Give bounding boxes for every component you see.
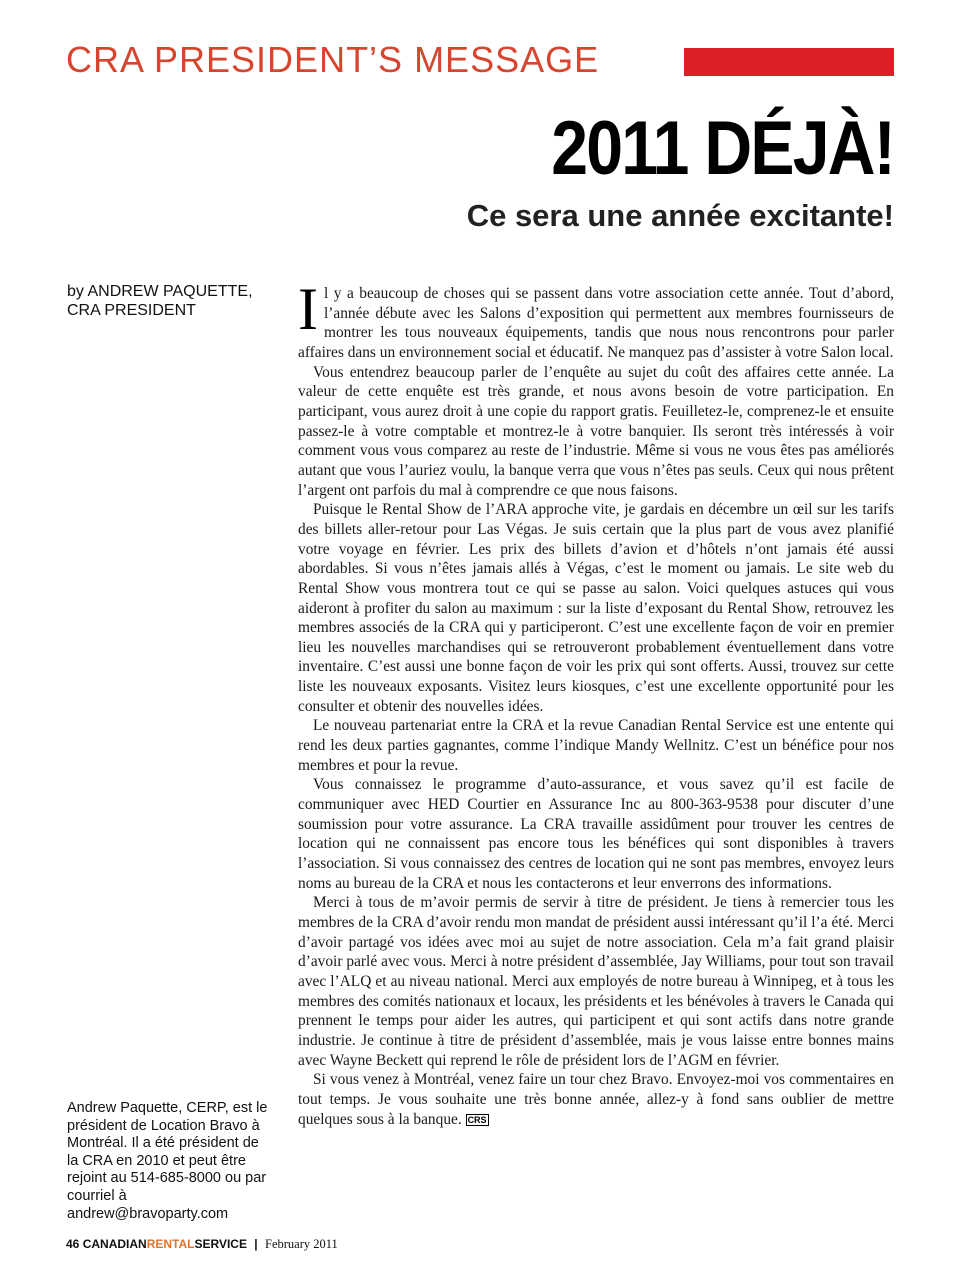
paragraph-text: Si vous venez à Montréal, venez faire un tour chez Bravo. Envoyez-moi vos commentaires en tout temps. Je vous souhaite une très bonne année, allez-y à fond sans oublier de mettre quelques sous à la banque.	[298, 1071, 894, 1128]
section-accent-bar	[684, 48, 894, 76]
headline: 2011 DÉJÀ!	[551, 106, 894, 191]
article-paragraph: Le nouveau partenariat entre la CRA et la revue Canadian Rental Service est une entente qui rend les deux parties gagnantes, comme l’indique Mandy Wellnitz. C’est un bénéfice pour nos membres et pour la revue.	[298, 717, 894, 774]
article-paragraph: Puisque le Rental Show de l’ARA approche vite, je gardais en décembre un œil sur les tarifs des billets aller-retour pour Las Végas. Je suis certain que la plus part de vous avez planifié votre voyage en février. Les prix des billets d’avion et d’hôtels n’ont jamais été aussi abordables. Si vous n’êtes jamais allés à Végas, c’est le moment ou jamais. Le site web du Rental Show vous montrera tout ce qui se passe au salon. Voici quelques astuces qui vous aideront à profiter du salon au maximum : sur la liste d’exposant du Rental Show, retrouvez les membres associés de la CRA qui y participeront. C’est une excellente façon de voir en premier lieu les nouvelles marchandises qui se retrouveront probablement éventuellement dans votre inventaire. C’est aussi une bonne façon de voir les prix qui sont offerts. Aussi, trouvez sur cette liste les nouveaux exposants. Visitez leurs kiosques, c’est une excellente opportunité pour les consulter et obtenir des nouvelles idées.	[298, 501, 894, 715]
crs-end-mark-icon: CRS	[467, 1114, 487, 1125]
article-paragraph: Vous entendrez beaucoup parler de l’enquête au sujet du coût des affaires cette année. La valeur de cette enquête est très grande, et nous avons besoin de votre participation. En participant, vous aurez droit à une copie du rapport gratis. Feuilletez-le, comprenez-le et ensuite passez-le à votre comptable et montrez-le à votre banquier. Ils seront très intéressés à voir comment vous vous comparez au reste de l’industrie. Même si vous ne vous êtes pas améliorés autant que vous l’auriez voulu, la banque verra que vous n’êtes pas seuls. Ceux qui nous prêtent l’argent ont parfois du mal à comprendre ce que nous faisons.	[298, 363, 894, 499]
article-body	[298, 276, 894, 1129]
section-title: CRA PRESIDENT’S MESSAGE	[66, 39, 600, 80]
magazine-name	[83, 1237, 247, 1251]
page-number: 46	[66, 1237, 80, 1251]
article-paragraph	[298, 1070, 894, 1129]
author-bio: Andrew Paquette, CERP, est le président de Location Bravo à Montréal. Il a été président de la CRA en 2010 et peut être rejoint au 514-685-8000 ou par courriel à andrew@bravoparty.com	[67, 1100, 268, 1222]
byline-title: CRA PRESIDENT	[67, 302, 196, 319]
magazine-name-part1: CANADIAN	[82, 1237, 147, 1251]
magazine-name-part3: SERVICE	[194, 1237, 247, 1251]
drop-cap: I	[298, 276, 318, 342]
magazine-name-part2: RENTAL	[146, 1237, 195, 1251]
subheadline: Ce sera une année excitante!	[466, 198, 894, 233]
article-paragraph: Vous connaissez le programme d’auto-assurance, et vous savez qu’il est facile de communiquer avec HED Courtier en Assurance Inc au 800-363-9538 pour discuter d’une soumission pour votre assurance. La CRA travaille assidûment pour trouver les centres de location qui ne connaissent pas encore tous les bénéfices qui sont disponibles à travers l’association. Si vous connaissez des centres de location qui ne sont pas membres, envoyez leurs noms au bureau de la CRA et nous les contacterons et leur enverrons des informations.	[298, 776, 894, 892]
issue-date: February 2011	[265, 1237, 338, 1251]
page-footer	[66, 1236, 338, 1252]
byline-author: by ANDREW PAQUETTE,	[67, 283, 253, 300]
article-paragraph	[298, 276, 894, 363]
article-paragraph: Merci à tous de m’avoir permis de servir à titre de président. Je tiens à remercier tous les membres de la CRA d’avoir rendu mon mandat de président aussi intéressant qu’il l’a été. Merci d’avoir partagé vos idées avec moi au sujet de notre association. Cela m’a fait grand plaisir d’avoir parlé avec vous. Merci à notre président d’assemblée, Jay Williams, pour tout son travail avec l’ALQ et au niveau national. Merci aux employés de notre bureau à Winnipeg, et à tous les membres des comités nationaux et locaux, les présidents et les bénévoles à travers le Canada qui prennent le temps pour aider les autres, qui participent et qui sont actifs dans notre grande industrie. Je continue à titre de président d’assemblée, mais je vous laisse entre bonnes mains avec Wayne Beckett qui reprend le rôle de président lors de l’AGM en février.	[298, 894, 894, 1069]
byline	[67, 282, 267, 320]
paragraph-text: l y a beaucoup de choses qui se passent dans votre association cette année. Tout d’abord, l’année débute avec les Salons d’exposition qui permettent aux membres fournisseurs de montrer les tous nouveaux équipements, tandis que nous nous rencontrons pour parler affaires dans un environnement social et éducatif. Ne manquez pas d’assister à votre Salon local.	[298, 285, 894, 361]
footer-separator: |	[254, 1237, 258, 1251]
